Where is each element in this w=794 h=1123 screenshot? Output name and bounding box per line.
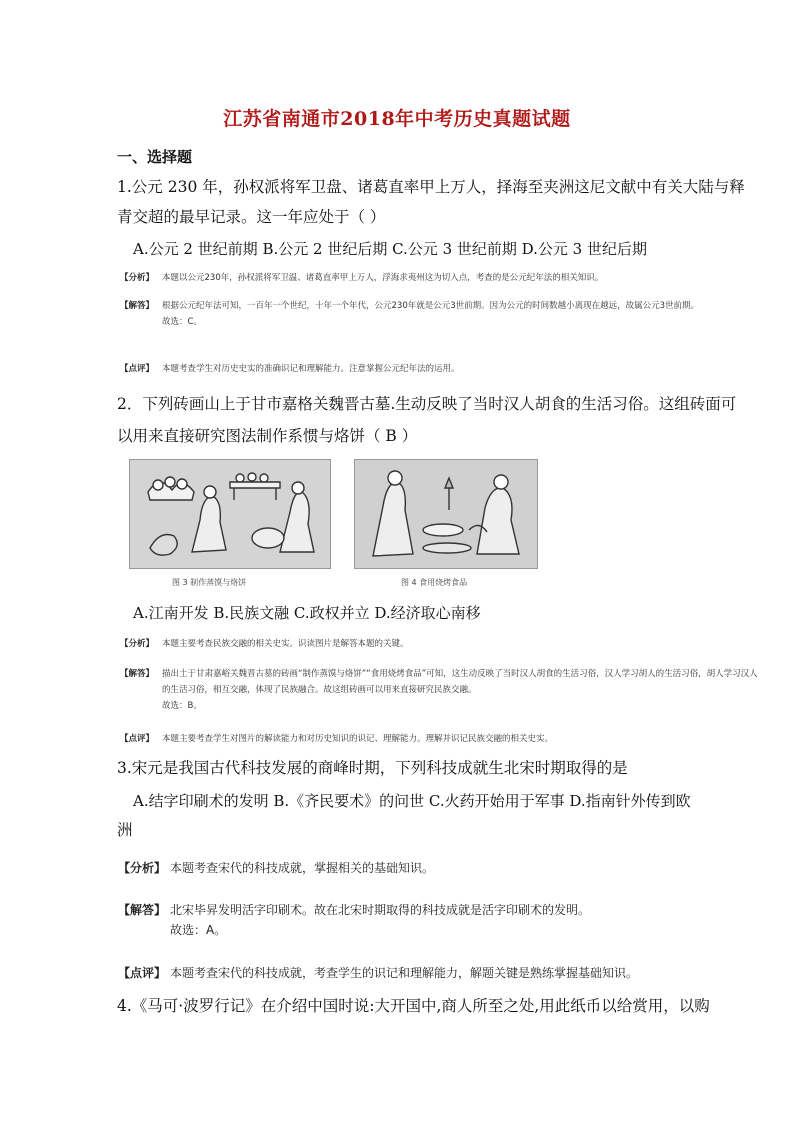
q2-answer: [120, 666, 762, 714]
brick-painting-image-2: [354, 459, 538, 569]
section-heading: 一、选择题: [117, 148, 193, 166]
comment-tag: 【点评】: [118, 966, 167, 980]
q1-comment: [120, 361, 762, 377]
comment-tag: 【点评】: [120, 734, 155, 744]
analysis-tag: 【分析】: [118, 861, 167, 875]
answer-text: 北宋毕昇发明活字印刷术。故在北宋时期取得的科技成就是活字印刷术的发明。 故选：A。: [170, 903, 591, 937]
answer-tag: 【解答】: [120, 669, 155, 679]
q2-analysis: [120, 636, 762, 652]
q3-answer: [118, 900, 770, 940]
answer-choice: 故选：A。: [170, 923, 227, 937]
answer-tag: 【解答】: [120, 301, 155, 311]
brick-painting-image-1: [129, 459, 331, 569]
answer-choice: 故选：C。: [162, 317, 202, 327]
comment-text: 本题考查宋代的科技成就，考查学生的识记和理解能力，解题关键是熟练掌握基础知识。: [170, 966, 639, 980]
analysis-tag: 【分析】: [120, 273, 155, 283]
q1-analysis: [120, 270, 762, 286]
answer-text: 根据公元纪年法可知，一百年一个世纪，十年一个年代，公元230年就是公元3世前期。因为公元的时间数越小离现在越远，故属公元3世前期。 故选：C。: [162, 301, 700, 327]
q3-line1: 3.宋元是我国古代科技发展的商峰时期，下列科技成就生北宋时期取得的是: [117, 759, 628, 777]
comment-tag: 【点评】: [120, 364, 155, 374]
q1-answer: [120, 298, 762, 330]
analysis-text: 本题考查宋代的科技成就，掌握相关的基础知识。: [170, 861, 435, 875]
answer-text: 描出土于甘肃嘉峪关魏晋古墓的砖画“制作蒸馍与烙饼”“食用烧烤食品”可知，这生动反映了当时汉人胡食的生活习俗，汉人学习胡人的生活习俗，胡人学习汉人的生活习俗，相互交融，体现了民族融合。故这组砖画可以用来直接研究民族交融。 故选：B。: [162, 669, 758, 711]
q2-line2: 以用来直接研究图法制作系惯与烙饼（ B ）: [117, 427, 418, 445]
q3-comment: [118, 963, 770, 983]
comment-text: 本题主要考查学生对图片的解读能力和对历史知识的识记、理解能力。理解并识记民族交融的相关史实。: [162, 734, 554, 744]
analysis-tag: 【分析】: [120, 639, 155, 649]
analysis-text: 本题以公元230年，孙权派将军卫温、诸葛直率甲上万人，浮海求夷州这为切入点，考查的是公元纪年法的相关知识。: [162, 273, 604, 283]
q2-comment: [120, 731, 762, 747]
page-title: 江苏省南通市2018年中考历史真题试题: [223, 108, 571, 130]
image-caption-2: 图 4 食用烧烤食品: [401, 578, 468, 587]
comment-text: 本题考查学生对历史史实的准确识记和理解能力。注意掌握公元纪年法的运用。: [162, 364, 460, 374]
answer-choice: 故选：B。: [162, 701, 202, 711]
q2-options: A.江南开发 B.民族文融 C.政权并立 D.经济取心南移: [133, 604, 481, 622]
image-caption-1: 图 3 制作蒸馍与烙饼: [172, 578, 247, 587]
q3-options-line1: A.结字印刷术的发明 B.《齐民要术》的问世 C.火药开始用于军事 D.指南针外传到欧: [133, 792, 691, 810]
q3-options-line2: 洲: [117, 821, 133, 839]
analysis-text: 本题主要考查民族交融的相关史实。识读图片是解答本题的关键。: [162, 639, 409, 649]
q3-analysis: [118, 858, 770, 878]
q1-options: A.公元 2 世纪前期 B.公元 2 世纪后期 C.公元 3 世纪前期 D.公元 3 世纪后期: [133, 240, 647, 258]
q1-line1: 1.公元 230 年，孙权派将军卫盘、诸葛直率甲上万人，择海至夹洲这尼文献中有关大陆与释: [117, 178, 745, 196]
answer-tag: 【解答】: [118, 903, 167, 917]
q4-line1: 4.《马可·波罗行记》在介绍中国时说:大开国中,商人所至之处,用此纸币以给赏用，以购: [117, 997, 710, 1015]
q1-line2: 青交超的最早记录。这一年应处于（ ）: [117, 208, 386, 226]
q2-line1: 2．下列砖画山上于甘市嘉格关魏晋古墓.生动反映了当时汉人胡食的生活习俗。这组砖面可: [117, 395, 737, 413]
